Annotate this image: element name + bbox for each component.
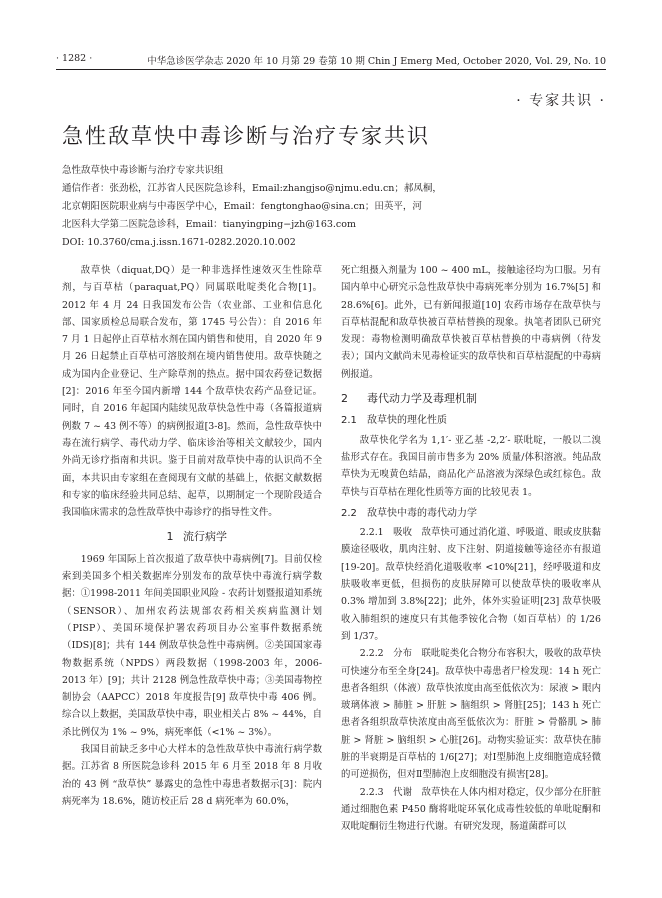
section-1-heading xyxy=(62,528,322,545)
absorption-paragraph: 2.2.1 吸收 敌草快可通过消化道、呼吸道、眼或皮肤黏膜途径吸收，肌肉注射、皮下注射、阴道接触等途径亦有报道[19-20]。敌草快经消化道吸收率 <10%[21]，经呼吸道和皮肤吸收率更低，但损伤的皮肤屏障可以使敌草快的吸收率从 0.3% 增加到 3.8%[22]；此外，体外实验证明[23] 敌草快吸收入肺组织的速度只有其他季铵化合物（如百草枯）的 1/26 到 1/37。 xyxy=(341,527,601,642)
section-2-1-heading xyxy=(341,412,601,429)
running-header xyxy=(56,53,606,67)
physicochemical-paragraph: 敌草快化学名为 1,1′- 亚乙基 -2,2′- 联吡啶，一般以二溴盐形式存在。我国目前市售多为 20% 质量/体积溶液。纯品敌草快为无嗅黄色结晶，商品化产品溶液为深绿色或红棕色。敌草快与百草枯在理化性质等方面的比较见表 1。 xyxy=(341,434,601,498)
section-2-heading xyxy=(341,390,601,407)
subsection-number: 2.2 xyxy=(341,507,357,519)
right-column xyxy=(341,262,601,836)
article-title: 急性敌草快中毒诊断与治疗专家共识 xyxy=(62,124,430,148)
section-number: 1 xyxy=(166,530,174,544)
epidemiology-paragraph-2: 我国目前缺乏多中心大样本的急性敌草快中毒流行病学数据。江苏省 8 所医院急诊科 2015 年 6 月至 2018 年 8 月收治的 43 例 “敌草快” 暴露史的急性中毒患者数据示[3]：院内病死率为 18.6%，随访校正后 28 d 病死率为 60.0%， xyxy=(62,744,322,807)
section-title: 流行病学 xyxy=(183,530,227,544)
corresponding-author-3: 北医科大学第二医院急诊科，Email：tianyingping−jzh@163.com xyxy=(62,219,356,230)
subsection-title: 敌草快中毒的毒代动力学 xyxy=(367,507,477,519)
header-rule xyxy=(56,69,606,70)
author-block xyxy=(62,162,602,252)
author-group: 急性敌草快中毒诊断与治疗专家共识组 xyxy=(62,165,224,176)
section-2-2-heading xyxy=(341,505,601,522)
epidemiology-paragraph-1: 1969 年国际上首次报道了敌草快中毒病例[7]。目前仅检索到美国多个相关数据库分别发布的敌草快中毒流行病学数据：①1998-2011 年间美国职业风险 - 农药计划暨报道知系统（SENSOR）、加州农药法规部农药相关疾病监测计划（PISP）、美国环境保护署农药项目办公室事件数据系统（IDS)[8]；共有 144 例敌草快急性中毒病例。②美国国家毒物数据系统（NPDS）两段数据（1998-2003 年，2006-2013 年）[9]；共计 2128 例急性敌草快中毒；③美国毒物控制协会（AAPCC）2018 年度报告[9] 敌草快中毒 406 例。综合以上数据，美国敌草快中毒，职业相关占 8% ~ 44%，自杀比例仅为 1% ~ 9%，病死率低（<1% ~ 3%）。 xyxy=(62,553,322,738)
distribution-paragraph: 2.2.2 分布 联吡啶类化合物分布容积大，吸收的敌草快可快速分布至全身[24]。敌草快中毒患者尸检发现：14 h 死亡患者各组织（体液）敌草快浓度由高至低依次为：尿液 > 眼内玻璃体液 > 肺脏 > 肝脏 > 脑组织 > 肾脏[25]；143 h 死亡患者各组织敌草快浓度由高至低依次为：肝脏 > 骨骼肌 > 肺脏 > 肾脏 > 脑组织 > 心脏[26]。动物实验证实：敌草快在肺脏的半衰期是百草枯的 1/6[27]；对Ⅰ型肺泡上皮细胞造成轻微的可逆损伤，但对Ⅱ型肺泡上皮细胞没有损害[28]。 xyxy=(341,648,601,781)
subsection-title: 敌草快的理化性质 xyxy=(367,415,447,427)
section-number: 2 xyxy=(341,392,348,406)
corresponding-author-1: 通信作者：张劲松，江苏省人民医院急诊科，Email:zhangjso@njmu.edu.cn；郝凤桐， xyxy=(62,183,442,194)
corresponding-author-2: 北京朝阳医院职业病与中毒医学中心，Email：fengtonghao@sina.cn；田英平，河 xyxy=(62,201,422,212)
intro-paragraph: 敌草快（diquat,DQ）是一种非选择性速效灭生性除草剂，与百草枯（paraquat,PQ）同属联吡啶类化合物[1]。2012 年 4 月 24 日我国发布公告（农业部、工业和信息化部、国家质检总局联合发布，第 1745 号公告）：自 2016 年 7 月 1 日起停止百草枯水剂在国内销售和使用，自 2020 年 9 月 26 日起禁止百草枯可溶胶剂在境内销售使用。敌草快随之成为国内企业登记、生产除草剂的热点。据中国农药登记数据[2]：2016 年至今国内新增 144 个敌草快农药产品登记证。同时，自 2016 年起国内陆续见敌草快急性中毒（各篇报道病例数 7 ~ 43 例不等）的病例报道[3-8]。然而，急性敌草快中毒在流行病学、毒代动力学、临床诊治等相关文献较少，国内外尚无诊疗指南和共识。鉴于目前对敌草快中毒的认识尚不全面，本共识由专家组在查阅现有文献的基础上，依据文献数据和专家的临床经验共同总结、起草，以期制定一个现阶段适合我国临床需求的急性敌草快中毒诊疗的指导性文件。 xyxy=(62,265,322,519)
section-title: 毒代动力学及毒理机制 xyxy=(367,392,477,406)
journal-citation: 中华急诊医学杂志 2020 年 10 月第 29 卷第 10 期 Chin J Emerg Med, October 2020, Vol. 29, No. 10 xyxy=(147,56,606,67)
page-number: · 1282 · xyxy=(56,53,93,64)
column-category: · 专家共识 · xyxy=(516,93,606,109)
continued-paragraph: 死亡组摄入剂量为 100 ~ 400 mL，接触途径均为口服。另有国内单中心研究示急性敌草快中毒病死率分别为 16.7%[5] 和 28.6%[6]。此外，已有新闻报道[10] 农药市场存在敌草快与百草枯混配和敌草快被百草枯替换的现象。执笔者团队已研究发现：毒物检测明确敌草快被百草枯替换的中毒病例（待发表）；国内文献尚未见毒检证实的敌草快和百草枯混配的中毒病例报道。 xyxy=(341,265,601,380)
subsection-number: 2.1 xyxy=(341,415,357,427)
left-column xyxy=(62,262,322,810)
doi: DOI: 10.3760/cma.j.issn.1671-0282.2020.10.002 xyxy=(62,237,296,248)
metabolism-paragraph: 2.2.3 代谢 敌草快在人体内相对稳定，仅少部分在肝脏通过细胞色素 P450 酶将吡啶环氧化成毒性较低的单吡啶酮和双吡啶酮衍生物进行代谢。有研究发现，肠道菌群可以 xyxy=(341,786,601,833)
